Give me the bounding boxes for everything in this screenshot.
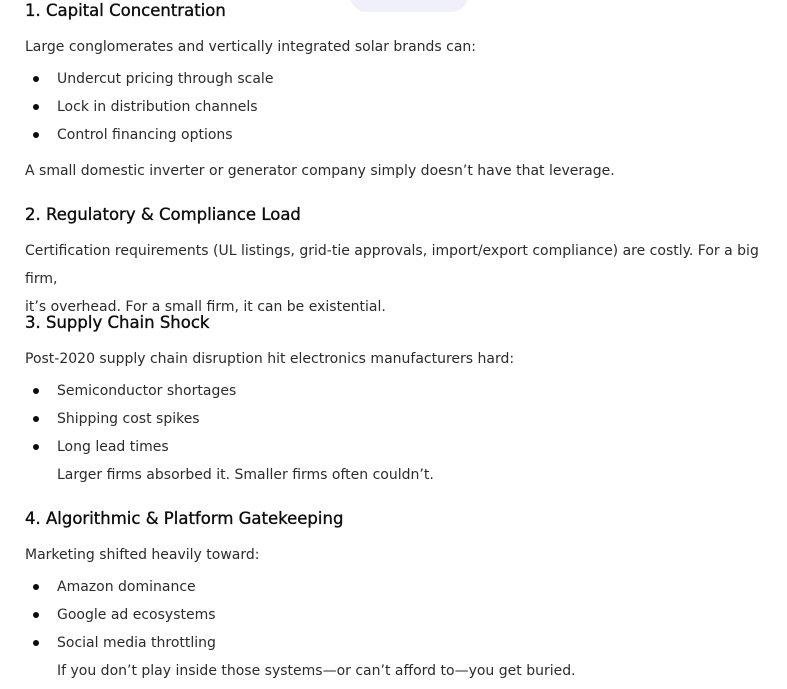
bullet-icon	[33, 584, 39, 590]
list-item: Shipping cost spikes	[25, 405, 785, 433]
list-item: Long lead times	[25, 433, 785, 461]
section-intro: Large conglomerates and vertically integrated solar brands can:	[25, 39, 477, 55]
list-item: Lock in distribution channels	[25, 93, 785, 121]
list-item: Control financing options	[25, 121, 785, 149]
bullet-icon	[33, 388, 39, 394]
section-intro: Marketing shifted heavily toward:	[25, 547, 260, 563]
bullet-icon	[33, 76, 39, 82]
section-heading: 1. Capital Concentration	[25, 1, 226, 20]
section-heading: 4. Algorithmic & Platform Gatekeeping	[25, 509, 344, 528]
list-item: Amazon dominance	[25, 573, 785, 601]
list-item: Google ad ecosystems	[25, 601, 785, 629]
section-intro: Post-2020 supply chain disruption hit electronics manufacturers hard:	[25, 351, 515, 367]
bullet-icon	[33, 132, 39, 138]
bullet-list	[25, 377, 785, 461]
bullet-icon	[33, 612, 39, 618]
section-regulatory-compliance	[25, 204, 785, 321]
section-algorithmic-gatekeeping	[25, 508, 785, 685]
section-closing: A small domestic inverter or generator company simply doesn’t have that leverage.	[25, 163, 615, 179]
bullet-icon	[33, 416, 39, 422]
bullet-list	[25, 65, 785, 149]
bullet-icon	[33, 104, 39, 110]
list-item: Undercut pricing through scale	[25, 65, 785, 93]
list-continuation: If you don’t play inside those systems—or can’t afford to—you get buried.	[57, 663, 576, 679]
bullet-icon	[33, 444, 39, 450]
section-heading: 2. Regulatory & Compliance Load	[25, 205, 301, 224]
section-heading: 3. Supply Chain Shock	[25, 313, 210, 332]
list-item: Semiconductor shortages	[25, 377, 785, 405]
section-paragraph-line: Certification requirements (UL listings, grid-tie approvals, import/export compliance) are costly. For a big firm,	[25, 243, 759, 287]
list-item: Social media throttling	[25, 629, 785, 657]
section-paragraph-line: it’s overhead. For a small firm, it can be existential.	[25, 299, 386, 315]
bullet-icon	[33, 640, 39, 646]
list-continuation: Larger firms absorbed it. Smaller firms often couldn’t.	[57, 467, 434, 483]
section-supply-chain-shock	[25, 312, 785, 489]
bullet-list	[25, 573, 785, 657]
section-capital-concentration	[25, 0, 785, 185]
